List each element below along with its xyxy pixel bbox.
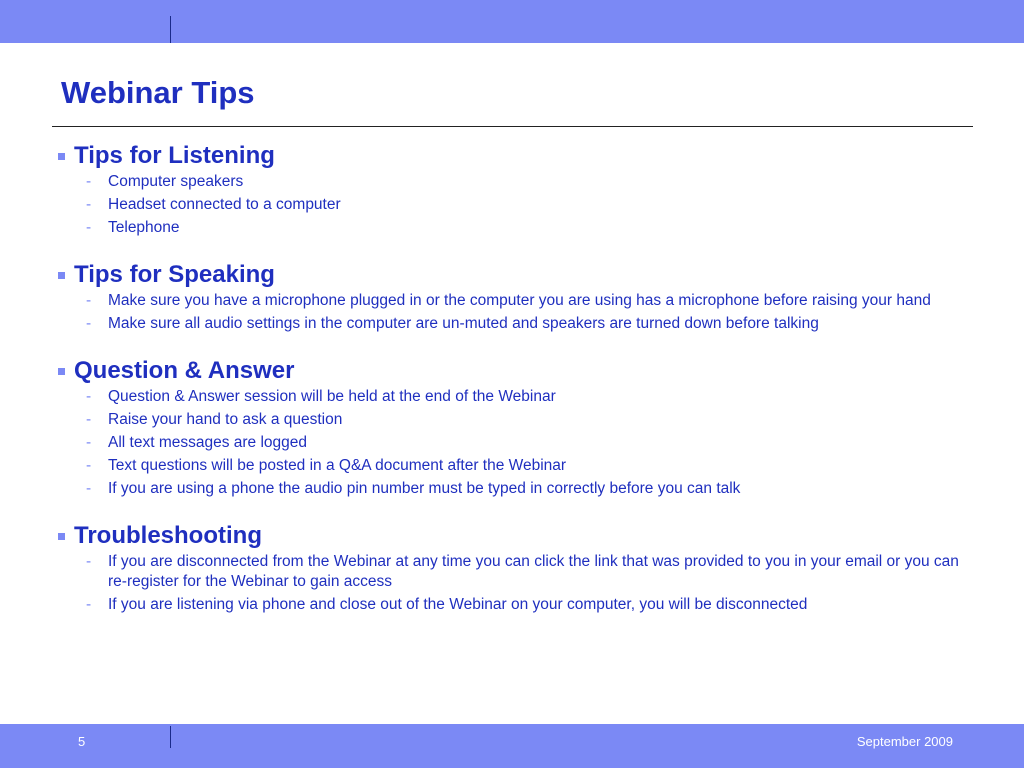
square-bullet-icon (58, 153, 65, 160)
dash-bullet-icon: - (86, 173, 92, 190)
list-item-text: If you are disconnected from the Webinar at any time you can click the link that was provided to you in your email or you can re-register for the Webinar to gain access (108, 553, 959, 590)
section-question-answer (56, 355, 966, 499)
section-heading (56, 140, 966, 172)
section-title: Tips for Listening (74, 142, 275, 169)
list-item-text: Telephone (108, 219, 180, 236)
list-item (56, 595, 966, 615)
header-divider (170, 16, 171, 43)
section-speaking (56, 259, 966, 334)
list-item-text: If you are listening via phone and close out of the Webinar on your computer, you will be disconnected (108, 596, 808, 613)
list-item (56, 172, 966, 192)
dash-bullet-icon: - (86, 457, 92, 474)
square-bullet-icon (58, 533, 65, 540)
list-item (56, 291, 966, 311)
list-item (56, 479, 966, 499)
list-item-text: Make sure all audio settings in the computer are un-muted and speakers are turned down before talking (108, 315, 819, 332)
list-item (56, 552, 966, 592)
page-number: 5 (78, 734, 86, 749)
dash-bullet-icon: - (86, 434, 92, 451)
list-item-text: Headset connected to a computer (108, 196, 341, 213)
footer-divider (170, 726, 171, 748)
section-troubleshooting (56, 520, 966, 615)
section-heading (56, 355, 966, 387)
list-item (56, 456, 966, 476)
item-list (56, 387, 966, 499)
list-item (56, 387, 966, 407)
section-title: Tips for Speaking (74, 261, 275, 288)
title-rule (52, 126, 973, 127)
dash-bullet-icon: - (86, 411, 92, 428)
header-band (0, 0, 1024, 43)
dash-bullet-icon: - (86, 315, 92, 332)
section-heading (56, 259, 966, 291)
dash-bullet-icon: - (86, 388, 92, 405)
list-item (56, 195, 966, 215)
item-list (56, 552, 966, 615)
section-heading (56, 520, 966, 552)
slide-title: Webinar Tips (61, 75, 255, 110)
list-item (56, 410, 966, 430)
dash-bullet-icon: - (86, 196, 92, 213)
section-listening (56, 140, 966, 238)
footer-band (0, 724, 1024, 768)
list-item (56, 433, 966, 453)
item-list (56, 172, 966, 238)
dash-bullet-icon: - (86, 596, 92, 613)
dash-bullet-icon: - (86, 292, 92, 309)
item-list (56, 291, 966, 334)
list-item-text: Question & Answer session will be held at the end of the Webinar (108, 388, 556, 405)
square-bullet-icon (58, 368, 65, 375)
section-title: Troubleshooting (74, 522, 262, 549)
list-item-text: All text messages are logged (108, 434, 308, 451)
list-item-text: Text questions will be posted in a Q&A document after the Webinar (108, 457, 567, 474)
section-title: Question & Answer (74, 357, 295, 384)
list-item-text: Make sure you have a microphone plugged in or the computer you are using has a microphone before raising your hand (108, 292, 931, 309)
list-item-text: Computer speakers (108, 173, 244, 190)
dash-bullet-icon: - (86, 219, 92, 236)
slide-content (56, 140, 966, 636)
list-item-text: If you are using a phone the audio pin number must be typed in correctly before you can talk (108, 480, 741, 497)
footer-date: September 2009 (856, 734, 953, 749)
list-item (56, 218, 966, 238)
dash-bullet-icon: - (86, 553, 92, 570)
list-item-text: Raise your hand to ask a question (108, 411, 343, 428)
list-item (56, 314, 966, 334)
dash-bullet-icon: - (86, 480, 92, 497)
square-bullet-icon (58, 272, 65, 279)
